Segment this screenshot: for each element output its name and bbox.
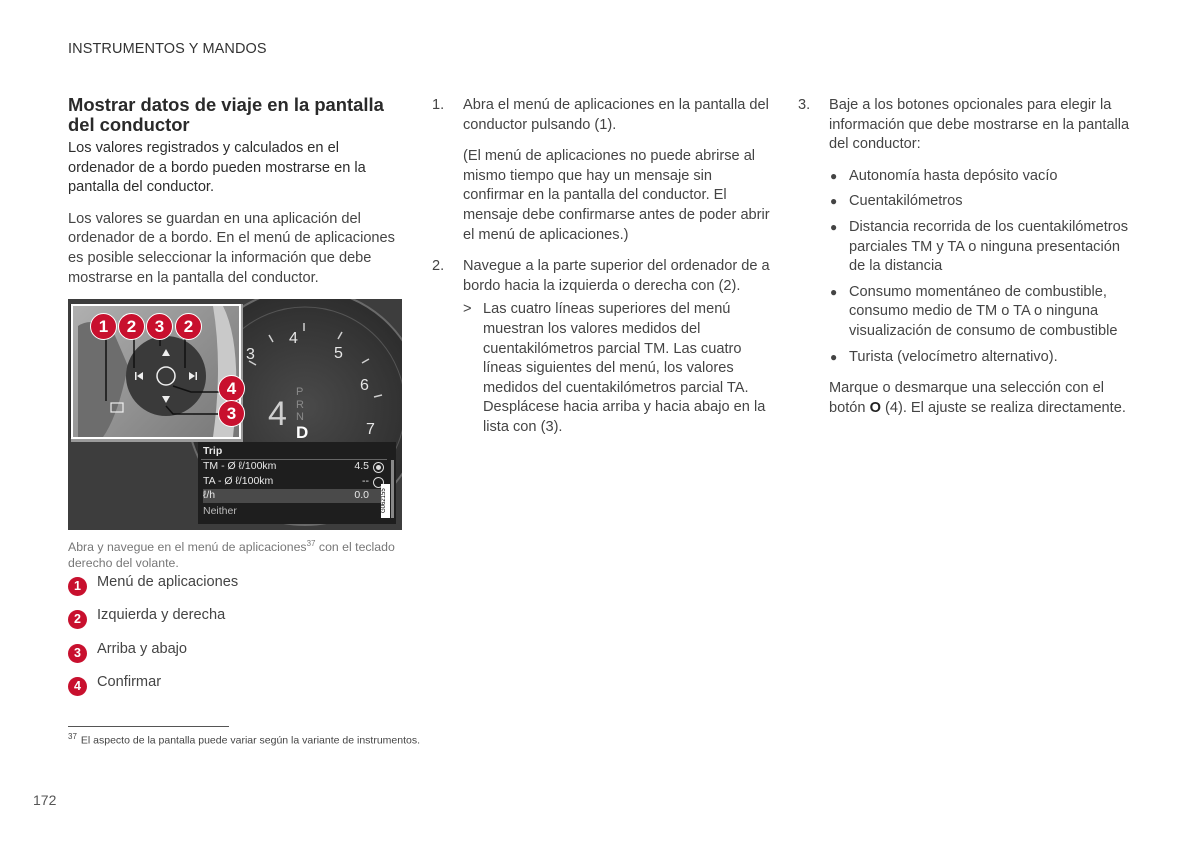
step-text: Abra el menú de aplicaciones en la pantalla del conductor pulsando (1). — [463, 97, 769, 133]
caption-footnote-ref: 37 — [306, 539, 316, 548]
bullet-icon: ● — [830, 284, 838, 299]
list-item — [829, 218, 1138, 277]
callout-badge-icon: 2 — [68, 610, 87, 629]
callout-badge-icon: 1 — [68, 577, 87, 596]
step-number: 1. — [432, 97, 445, 113]
column-left — [68, 95, 403, 300]
gauge-number-3: 3 — [246, 346, 255, 363]
legend-label: Izquierda y derecha — [97, 607, 226, 623]
list-item — [829, 167, 1138, 187]
trip-row-label: ℓ/h — [203, 489, 216, 501]
step-1 — [432, 96, 772, 135]
gear-p: P — [296, 386, 304, 398]
trip-row-value: 0.0 — [354, 489, 369, 501]
step-text: Navegue a la parte superior del ordenador de a bordo hacia la izquierda o derecha con (2). — [463, 258, 770, 294]
legend-label: Arriba y abajo — [97, 641, 188, 657]
step-number: 3. — [798, 97, 811, 113]
final-text-post: (4). El ajuste se realiza directamente. — [880, 399, 1126, 416]
callout-2b-icon: 2 — [175, 313, 202, 340]
callout-badge-icon: 4 — [68, 677, 87, 696]
gear-r: R — [296, 398, 304, 411]
step-2-result — [432, 300, 772, 437]
gauge-number-6: 6 — [360, 377, 369, 394]
bullet-icon: ● — [830, 219, 838, 234]
legend-label: Confirmar — [97, 674, 162, 690]
column-middle — [432, 96, 772, 438]
trip-row-label: TM - Ø ℓ/100km — [203, 460, 277, 472]
step-text: Baje a los botones opcionales para elegir la información que debe mostrarse en la pantalla del conductor: — [829, 97, 1130, 153]
list-item — [829, 192, 1138, 212]
intro-text: Los valores registrados y calculados en el ordenador de a bordo pueden mostrarse en la pantalla del conductor. — [68, 140, 366, 196]
callout-3b-icon: 3 — [218, 400, 245, 427]
legend-label: Menú de aplicaciones — [97, 574, 239, 590]
confirm-button-label: O — [869, 399, 881, 416]
callout-1-icon: 1 — [90, 313, 117, 340]
options-list — [829, 167, 1138, 367]
current-gear: 4 — [268, 395, 287, 433]
scrollbar — [391, 460, 394, 518]
body-paragraph: Los valores se guardan en una aplicación del ordenador de a bordo. En el menú de aplicaciones es posible seleccionar la información que debe mostrarse en la pantalla del conductor. — [68, 210, 395, 286]
trip-row-label: Neither — [203, 505, 237, 517]
radio-selected-icon — [373, 462, 384, 473]
caption-text-2: con el teclado derecho del volante. — [68, 540, 395, 570]
gear-d: D — [296, 422, 309, 442]
trip-row-lh — [203, 489, 389, 503]
list-item — [829, 283, 1138, 342]
trip-row-value: -- — [362, 475, 369, 487]
trip-row-value: 4.5 — [354, 460, 369, 472]
figure-caption — [68, 536, 398, 571]
list-item-text: Autonomía hasta depósito vacío — [849, 167, 1058, 184]
step-2 — [432, 257, 772, 296]
step-number: 2. — [432, 258, 445, 275]
page-title: Mostrar datos de viaje en la pantalla del conductor — [68, 94, 384, 135]
legend-item — [68, 641, 187, 663]
list-item-text: Cuentakilómetros — [849, 193, 963, 210]
legend-item — [68, 607, 225, 629]
gauge-number-7: 7 — [366, 421, 375, 438]
callout-2-icon: 2 — [118, 313, 145, 340]
result-arrow-icon: > — [463, 301, 472, 318]
footnote — [68, 732, 420, 747]
gear-selector — [296, 386, 310, 441]
list-item — [829, 348, 1138, 368]
footnote-text: El aspecto de la pantalla puede variar según la variante de instrumentos. — [80, 734, 421, 747]
column-right — [798, 96, 1138, 418]
image-code: G062155 — [381, 484, 390, 518]
list-item-text: Turista (velocímetro alternativo). — [849, 348, 1058, 365]
callout-4-icon: 4 — [218, 375, 245, 402]
callout-badge-icon: 3 — [68, 644, 87, 663]
step-note: (El menú de aplicaciones no puede abrirse al mismo tiempo que hay un mensaje sin confirmar en la pantalla del conductor. El mensaje debe confirmarse antes de poder abrir el menú de aplicaciones.) — [463, 148, 770, 243]
step-3 — [798, 96, 1138, 155]
legend-item — [68, 574, 238, 596]
result-text: Las cuatro líneas superiores del menú muestran los valores medidos del cuentakilómetros parcial TM. Las cuatro líneas siguientes del menú, los valores medidos del cuentakilómetros parcial TA. Desplácese hacia arriba y hacia abajo en la lista con (3). — [483, 301, 766, 435]
final-text-pre: Marque o desmarque una selección con el botón — [829, 380, 1105, 416]
list-item-text: Consumo momentáneo de combustible, consumo medio de TM o TA o ninguna visualización de consumo de combustible — [849, 283, 1118, 339]
page-number: 172 — [33, 792, 57, 808]
gauge-number-5: 5 — [334, 345, 343, 362]
bullet-icon: ● — [830, 194, 838, 209]
bullet-icon: ● — [830, 349, 838, 364]
footnote-divider — [68, 726, 229, 727]
trip-row-label: TA - Ø ℓ/100km — [203, 475, 274, 487]
step-1-note-wrap — [432, 147, 772, 245]
gauge-number-4: 4 — [289, 330, 298, 347]
legend-item — [68, 674, 161, 696]
trip-row-tm — [203, 460, 389, 472]
trip-menu-title: Trip — [203, 445, 223, 457]
callout-3-icon: 3 — [146, 313, 173, 340]
footnote-number: 37 — [68, 732, 77, 741]
section-header: INSTRUMENTOS Y MANDOS — [68, 41, 267, 57]
trip-row-ta — [203, 475, 389, 487]
caption-text: Abra y navegue en el menú de aplicaciones — [68, 540, 307, 555]
bullet-icon: ● — [830, 168, 838, 183]
steering-wheel-figure — [68, 299, 402, 530]
list-item-text: Distancia recorrida de los cuentakilómetros parciales TM y TA o ninguna presentación de la distancia — [849, 218, 1129, 275]
final-instruction — [798, 379, 1138, 418]
trip-menu-panel — [198, 442, 396, 524]
trip-row-neither — [203, 505, 389, 517]
gear-n: N — [296, 411, 304, 423]
